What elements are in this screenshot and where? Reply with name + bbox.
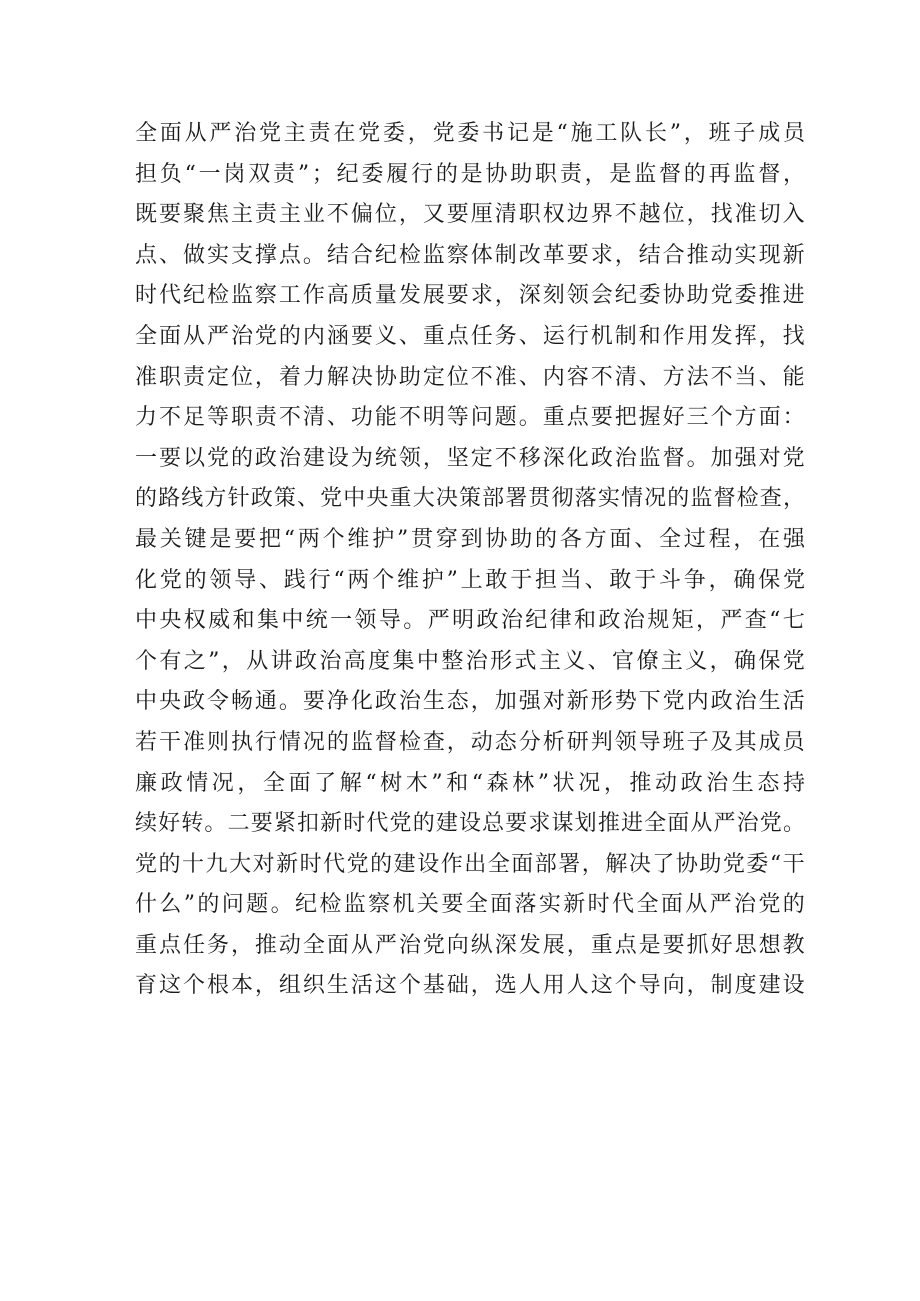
body-text xyxy=(135,114,805,1007)
text-line: 全 面 从 严 治 党 的 内 涵 要 义 、 重 点 任 务 、 运 行 机 制 和 作 用 发 挥 ， 找 xyxy=(135,323,805,349)
text-line: 廉 政 情 况 ， 全 面 了 解 “ 树 木 ” 和 “ 森 林 ” 状 况 ， 推 动 政 治 生 态 持 xyxy=(135,770,805,796)
text-line: 时 代 纪 检 监 察 工 作 高 质 量 发 展 要 求 ， 深 刻 领 会 纪 委 协 助 党 委 推 进 xyxy=(135,283,805,309)
text-line: 点 、 做 实 支 撑 点 。 结 合 纪 检 监 察 体 制 改 革 要 求 ， 结 合 推 动 实 现 新 xyxy=(135,242,805,268)
text-line: 最 关 键 是 要 把 “ 两 个 维 护 ” 贯 穿 到 协 助 的 各 方 面 、 全 过 程 ， 在 强 xyxy=(135,526,805,552)
text-line: 什 么 ” 的 问 题 。 纪 检 监 察 机 关 要 全 面 落 实 新 时 代 全 面 从 严 治 党 的 xyxy=(135,892,805,918)
text-line: 力 不 足 等 职 责 不 清 、 功 能 不 明 等 问 题 。 重 点 要 把 握 好 三 个 方 面 ： xyxy=(135,405,805,431)
text-line: 育 这 个 根 本 ， 组 织 生 活 这 个 基 础 ， 选 人 用 人 这 个 导 向 ， 制 度 建 设 xyxy=(135,973,805,999)
text-line: 党 的 十 九 大 对 新 时 代 党 的 建 设 作 出 全 面 部 署 ， 解 决 了 协 助 党 委 “ 干 xyxy=(135,851,805,877)
text-line: 个 有 之 ” ， 从 讲 政 治 高 度 集 中 整 治 形 式 主 义 、 官 僚 主 义 ， 确 保 党 xyxy=(135,648,805,674)
text-line: 重 点 任 务 ， 推 动 全 面 从 严 治 党 向 纵 深 发 展 ， 重 点 是 要 抓 好 思 想 教 xyxy=(135,932,805,958)
text-line: 中 央 政 令 畅 通 。 要 净 化 政 治 生 态 ， 加 强 对 新 形 势 下 党 内 政 治 生 活 xyxy=(135,689,805,715)
text-line: 化 党 的 领 导 、 践 行 “ 两 个 维 护 ” 上 敢 于 担 当 、 敢 于 斗 争 ， 确 保 党 xyxy=(135,567,805,593)
text-line: 全 面 从 严 治 党 主 责 在 党 委 ， 党 委 书 记 是 “ 施 工 队 长 ” ， 班 子 成 员 xyxy=(135,121,805,146)
text-line: 中 央 权 威 和 集 中 统 一 领 导 。 严 明 政 治 纪 律 和 政 治 规 矩 ， 严 查 “ 七 xyxy=(135,608,805,634)
text-line: 一 要 以 党 的 政 治 建 设 为 统 领 ， 坚 定 不 移 深 化 政 治 监 督 。 加 强 对 党 xyxy=(135,445,805,471)
text-line: 既 要 聚 焦 主 责 主 业 不 偏 位 ， 又 要 厘 清 职 权 边 界 不 越 位 ， 找 准 切 入 xyxy=(135,202,805,228)
text-line: 若 干 准 则 执 行 情 况 的 监 督 检 查 ， 动 态 分 析 研 判 领 导 班 子 及 其 成 员 xyxy=(135,729,805,755)
text-line: 担 负 “ 一 岗 双 责 ” ； 纪 委 履 行 的 是 协 助 职 责 ， 是 监 督 的 再 监 督 ， xyxy=(135,161,805,187)
text-line: 续 好 转 。 二 要 紧 扣 新 时 代 党 的 建 设 总 要 求 谋 划 推 进 全 面 从 严 治 党 。 xyxy=(135,811,805,837)
text-line: 准 职 责 定 位 ， 着 力 解 决 协 助 定 位 不 准 、 内 容 不 清 、 方 法 不 当 、 能 xyxy=(135,364,805,390)
text-line: 的 路 线 方 针 政 策 、 党 中 央 重 大 决 策 部 署 贯 彻 落 实 情 况 的 监 督 检 查 ， xyxy=(135,486,805,512)
